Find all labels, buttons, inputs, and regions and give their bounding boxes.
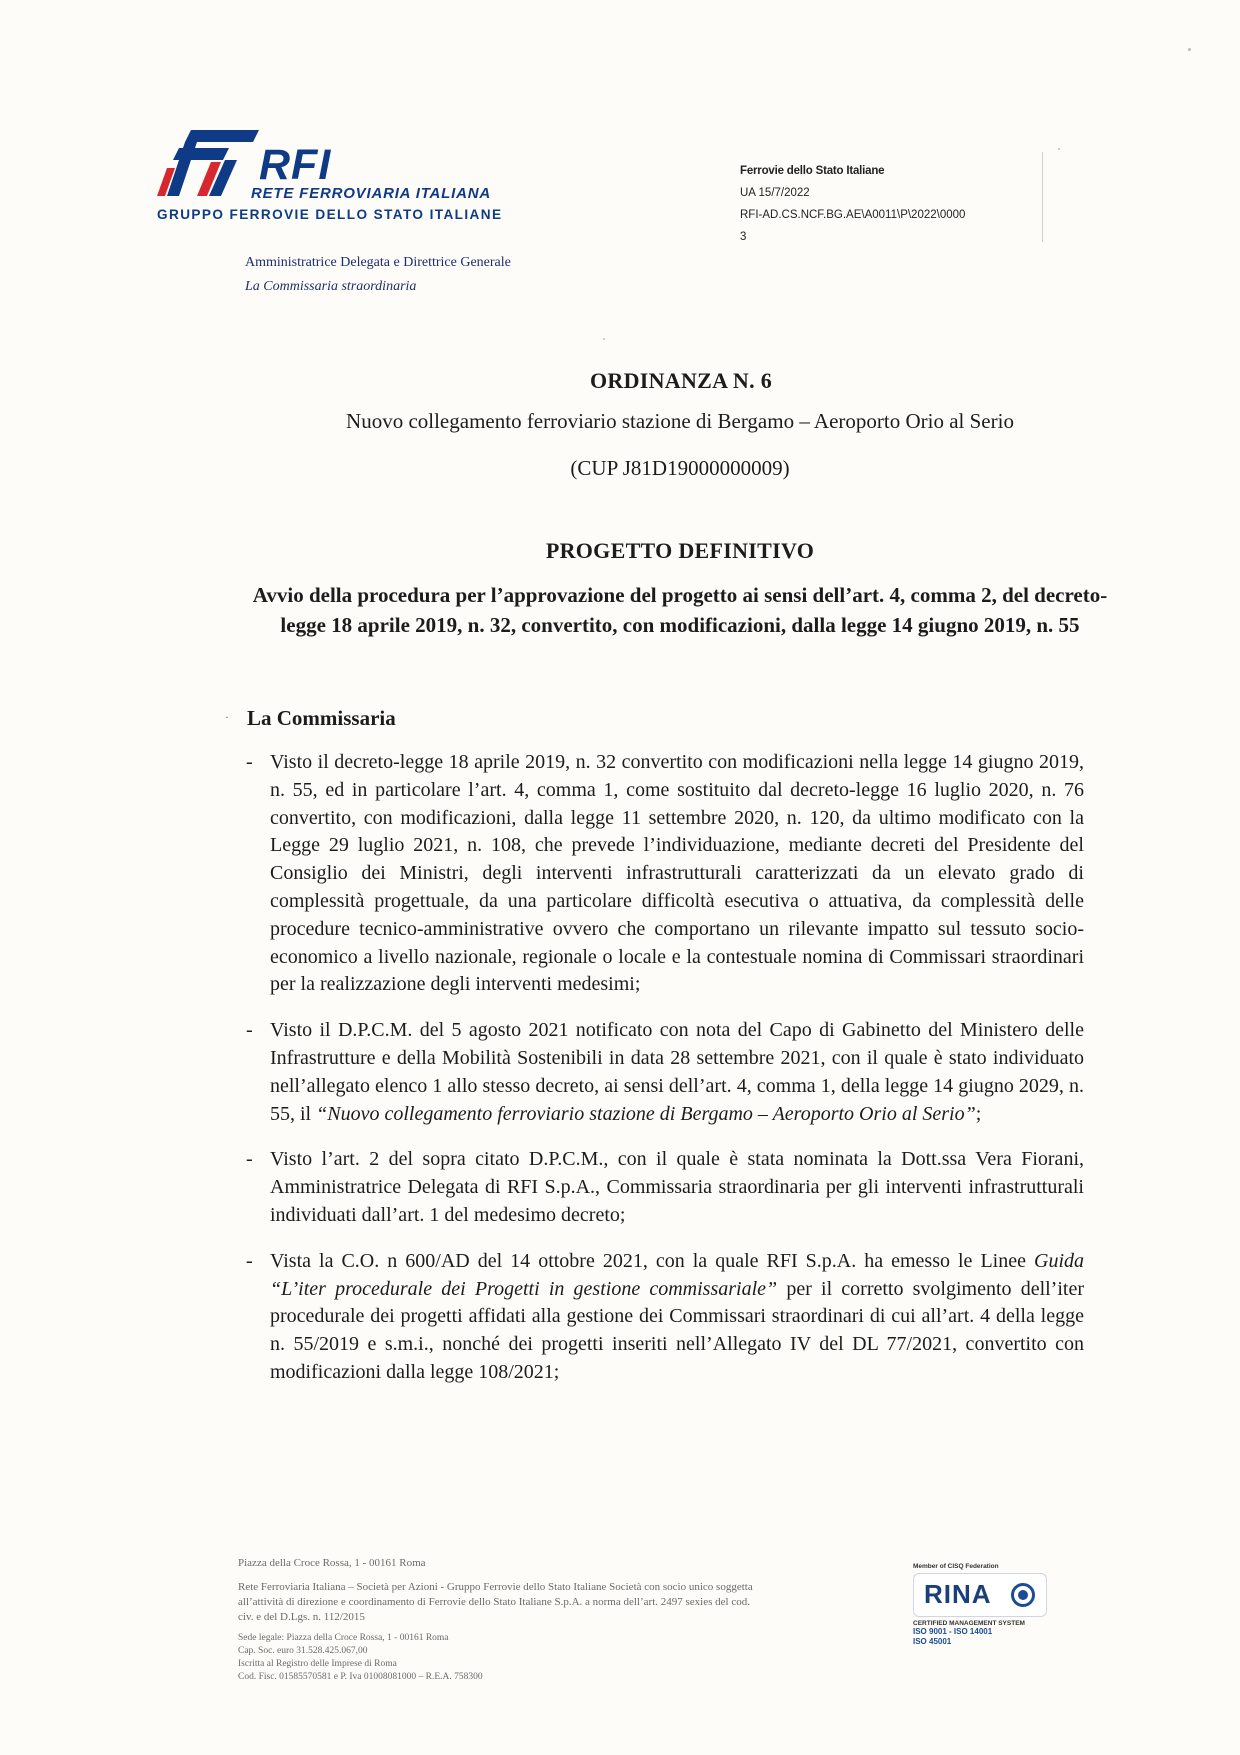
rina-brand: RINA xyxy=(924,1579,992,1609)
protocol-stamp xyxy=(740,160,1040,248)
footer-legal-line: Cap. Soc. euro 31.528.425.067,00 xyxy=(238,1646,368,1656)
clause-item xyxy=(246,1248,1084,1387)
protocol-org: Ferrovie dello Stato Italiane xyxy=(740,165,885,177)
footer-company-info: Rete Ferroviaria Italiana – Società per Azioni - Gruppo Ferrovie dello Stato Italiane Società con socio unico soggetta all’attività di direzione e coordinamento di Ferrovie dello Stato Italiane S.p.A. a norma dell’art. 2497 sexies del cod. civ. e del D.Lgs. n. 112/2015 xyxy=(238,1581,753,1623)
rfi-logo xyxy=(155,122,525,232)
clause-list xyxy=(246,749,1084,1405)
clause-dash: - xyxy=(246,1019,253,1042)
protocol-suffix: 3 xyxy=(740,231,747,243)
margin-mark: · xyxy=(225,710,229,724)
scan-speck xyxy=(1188,48,1191,51)
clause-text: Vista la C.O. n 600/AD del 14 ottobre 2021, con la quale RFI S.p.A. ha emesso le Linee xyxy=(270,1249,1034,1272)
clause-item xyxy=(246,749,1084,999)
procedure-heading: Avvio della procedura per l’approvazione del progetto ai sensi dell’art. 4, comma 2, del decreto-legge 18 aprile 2019, n. 32, convertito, con modificazioni, dalla legge 14 giugno 2019, n. 55 xyxy=(252,583,1108,637)
clause-dash: - xyxy=(246,1249,253,1272)
cert-iso-line: ISO 45001 xyxy=(913,1637,952,1646)
office-role: Amministratrice Delegata e Direttrice Generale xyxy=(245,255,511,270)
clause-dash: - xyxy=(246,1148,253,1171)
office-subtitle: La Commissaria straordinaria xyxy=(245,279,417,294)
footer-address: Piazza della Croce Rossa, 1 - 00161 Roma xyxy=(238,1557,426,1569)
clause-reference: Guida “L’iter procedurale dei Progetti in gestione commissariale” xyxy=(270,1249,1084,1300)
clause-text: Visto il D.P.C.M. del 5 agosto 2021 notificato con nota del Capo di Gabinetto del Ministero delle Infrastrutture e della Mobilità Sostenibili in data 28 settembre 2021, con il quale è stato individuato nell’allegato elenco 1 allo stesso decreto, ai sensi dell’art. 4, comma 1, della legge 14 giugno 2029, n. 55, il xyxy=(270,1019,1084,1125)
logo-company-name: RETE FERROVIARIA ITALIANA xyxy=(251,185,491,202)
ordinanza-title: ORDINANZA N. 6 xyxy=(589,368,773,393)
clause-dash: - xyxy=(246,751,253,773)
footer-legal-line: Iscritta al Registro delle Imprese di Roma xyxy=(238,1659,397,1669)
clause-text-end: per il corretto svolgimento dell’iter procedurale dei progetti affidati alla gestione dei Commissari straordinari di cui all’art. 4 della legge n. 55/2019 e s.m.i., nonché dei progetti inseriti nell’Allegato IV del DL 77/2021, convertito con modificazioni dalla legge 108/2021; xyxy=(270,1277,1084,1383)
footer-legal-line: Sede legale: Piazza della Croce Rossa, 1 - 00161 Roma xyxy=(238,1633,449,1643)
cert-member-text: Member of CISQ Federation xyxy=(913,1563,999,1570)
logo-group-name: GRUPPO FERROVIE DELLO STATO ITALIANE xyxy=(157,207,503,222)
rina-logo xyxy=(913,1573,1047,1617)
protocol-date: UA 15/7/2022 xyxy=(740,187,810,199)
fs-logo-mark-icon xyxy=(155,124,263,198)
iqnet-seal-icon xyxy=(1011,1583,1035,1607)
footer-legal-line: Cod. Fisc. 01585570581 e P. Iva 01008081000 – R.E.A. 758300 xyxy=(238,1672,483,1682)
commissaria-heading: La Commissaria xyxy=(247,706,396,730)
cup-code: (CUP J81D19000000009) xyxy=(570,456,790,480)
cert-caption: CERTIFIED MANAGEMENT SYSTEM xyxy=(913,1620,1025,1627)
protocol-border xyxy=(1042,152,1043,242)
logo-brand: RFI xyxy=(259,141,332,189)
clause-reference: “Nuovo collegamento ferroviario stazione di Bergamo – Aeroporto Orio al Serio” xyxy=(316,1102,976,1125)
clause-text: Visto l’art. 2 del sopra citato D.P.C.M., con il quale è stata nominata la Dott.ssa Vera Fiorani, Amministratrice Delegata di RFI S.p.A., Commissaria straordinaria per gli interventi infrastrutturali individuati dall’art. 1 del medesimo decreto; xyxy=(270,1148,1084,1226)
scan-speck xyxy=(1058,148,1060,150)
clause-item xyxy=(246,1017,1084,1128)
protocol-number: RFI-AD.CS.NCF.BG.AE\A0011\P\2022\0000 xyxy=(740,209,966,221)
footer xyxy=(238,1556,758,1684)
certification-badge xyxy=(913,1563,1053,1647)
project-subject: Nuovo collegamento ferroviario stazione di Bergamo – Aeroporto Orio al Serio xyxy=(346,409,1014,433)
cert-iso-line: ISO 9001 - ISO 14001 xyxy=(913,1627,993,1636)
progetto-heading: PROGETTO DEFINITIVO xyxy=(545,538,815,563)
clause-text-end: ; xyxy=(975,1102,982,1125)
clause-item xyxy=(246,1146,1084,1229)
clause-text: Visto il decreto-legge 18 aprile 2019, n. 32 convertito con modificazioni nella legge 14 giugno 2019, n. 55, ed in particolare l’art. 4, comma 1, come sostituito dal decreto-legge 16 luglio 2020, n. 76 convertito, con modificazioni, dalla legge 11 settembre 2020, n. 120, da ultimo modificato con la Legge 29 luglio 2021, n. 108, che prevede l’individuazione, mediante decreti del Presidente del Consiglio dei Ministri, degli interventi infrastrutturali caratterizzati da un elevato grado di complessità progettuale, da una particolare difficoltà esecutiva o attuativa, da complessità delle procedure tecnico-amministrative ovvero che comportano un rilevante impatto sul tessuto socio-economico a livello nazionale, regionale o locale e la contestuale nomina di Commissari straordinari per la realizzazione degli interventi medesimi; xyxy=(270,751,1084,996)
office-heading xyxy=(245,251,511,299)
scan-speck xyxy=(603,338,605,340)
